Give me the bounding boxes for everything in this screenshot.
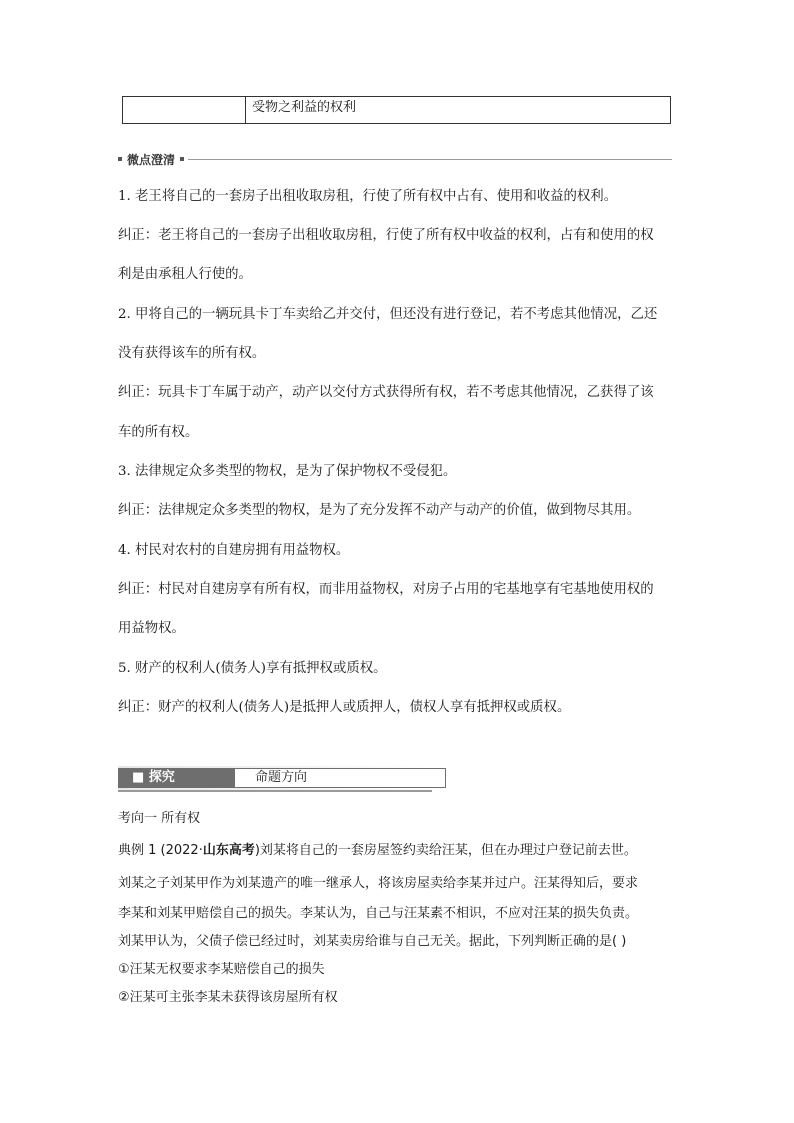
option-1: ①汪某无权要求李某赔偿自己的损失 bbox=[118, 962, 325, 977]
question-body-line3: 刘某甲认为，父债子偿已经过时，刘某卖房给谁与自己无关。据此，下列判断正确的是( ) bbox=[118, 934, 627, 949]
table-cell-empty bbox=[123, 97, 246, 123]
square-bullet-icon bbox=[118, 157, 122, 161]
item-1-correction-line1: 纠正：老王将自己的一套房子出租收取房租，行使了所有权中收益的权利，占有和使用的权 bbox=[118, 228, 654, 243]
example-heading bbox=[118, 842, 684, 860]
option-2: ②汪某可主张李某未获得该房屋所有权 bbox=[118, 990, 338, 1005]
item-3-correction: 纠正：法律规定众多类型的物权，是为了充分发挥不动产与动产的价值，做到物尽其用。 bbox=[118, 503, 641, 518]
item-4-statement: 4. 村民对农村的自建房拥有用益物权。 bbox=[118, 543, 350, 558]
example-rest: )刘某将自己的一套房屋签约卖给汪某，但在办理过户登记前去世。 bbox=[254, 843, 637, 858]
tab-underline bbox=[118, 790, 432, 792]
square-bullet-icon bbox=[180, 157, 184, 161]
proposition-direction-label: 命题方向 bbox=[234, 768, 446, 788]
item-4-correction-line2: 用益物权。 bbox=[118, 621, 185, 636]
example-prefix: 典例 1 (2022· bbox=[118, 843, 203, 858]
item-5-statement: 5. 财产的权利人(债务人)享有抵押权或质权。 bbox=[118, 661, 387, 676]
item-2-statement-line2: 没有获得该车的所有权。 bbox=[118, 346, 266, 361]
item-4-correction-line1: 纠正：村民对自建房享有所有权，而非用益物权，对房子占用的宅基地享有宅基地使用权的 bbox=[118, 582, 654, 597]
item-2-correction-line1: 纠正：玩具卡丁车属于动产，动产以交付方式获得所有权，若不考虑其他情况，乙获得了该 bbox=[118, 385, 654, 400]
divider bbox=[188, 159, 672, 160]
item-1-correction-line2: 利是由承租人行使的。 bbox=[118, 267, 252, 282]
item-3-statement: 3. 法律规定众多类型的物权，是为了保护物权不受侵犯。 bbox=[118, 464, 457, 479]
item-2-correction-line2: 车的所有权。 bbox=[118, 425, 199, 440]
explore-tab-label: ■ 探究 bbox=[118, 768, 234, 788]
example-source: 山东高考 bbox=[202, 843, 255, 858]
direction-heading: 考向一 所有权 bbox=[118, 811, 201, 826]
table-cell-text: 受物之利益的权利 bbox=[252, 100, 357, 115]
question-body-line2: 李某和刘某甲赔偿自己的损失。李某认为，自己与汪某素不相识，不应对汪某的损失负责。 bbox=[118, 906, 639, 921]
explore-tab-bar bbox=[118, 766, 432, 792]
item-5-correction: 纠正：财产的权利人(债务人)是抵押人或质押人，债权人享有抵押权或质权。 bbox=[118, 700, 571, 715]
table-fragment bbox=[122, 96, 671, 124]
item-1-statement: 1. 老王将自己的一套房子出租收取房租，行使了所有权中占有、使用和收益的权利。 bbox=[118, 189, 618, 204]
section-header bbox=[118, 150, 672, 168]
question-body-line1: 刘某之子刘某甲作为刘某遗产的唯一继承人，将该房屋卖给李某并过户。汪某得知后，要求 bbox=[118, 876, 639, 891]
item-2-statement-line1: 2. 甲将自己的一辆玩具卡丁车卖给乙并交付，但还没有进行登记，若不考虑其他情况，乙还 bbox=[118, 307, 658, 322]
section-title: 微点澄清 bbox=[127, 152, 176, 167]
